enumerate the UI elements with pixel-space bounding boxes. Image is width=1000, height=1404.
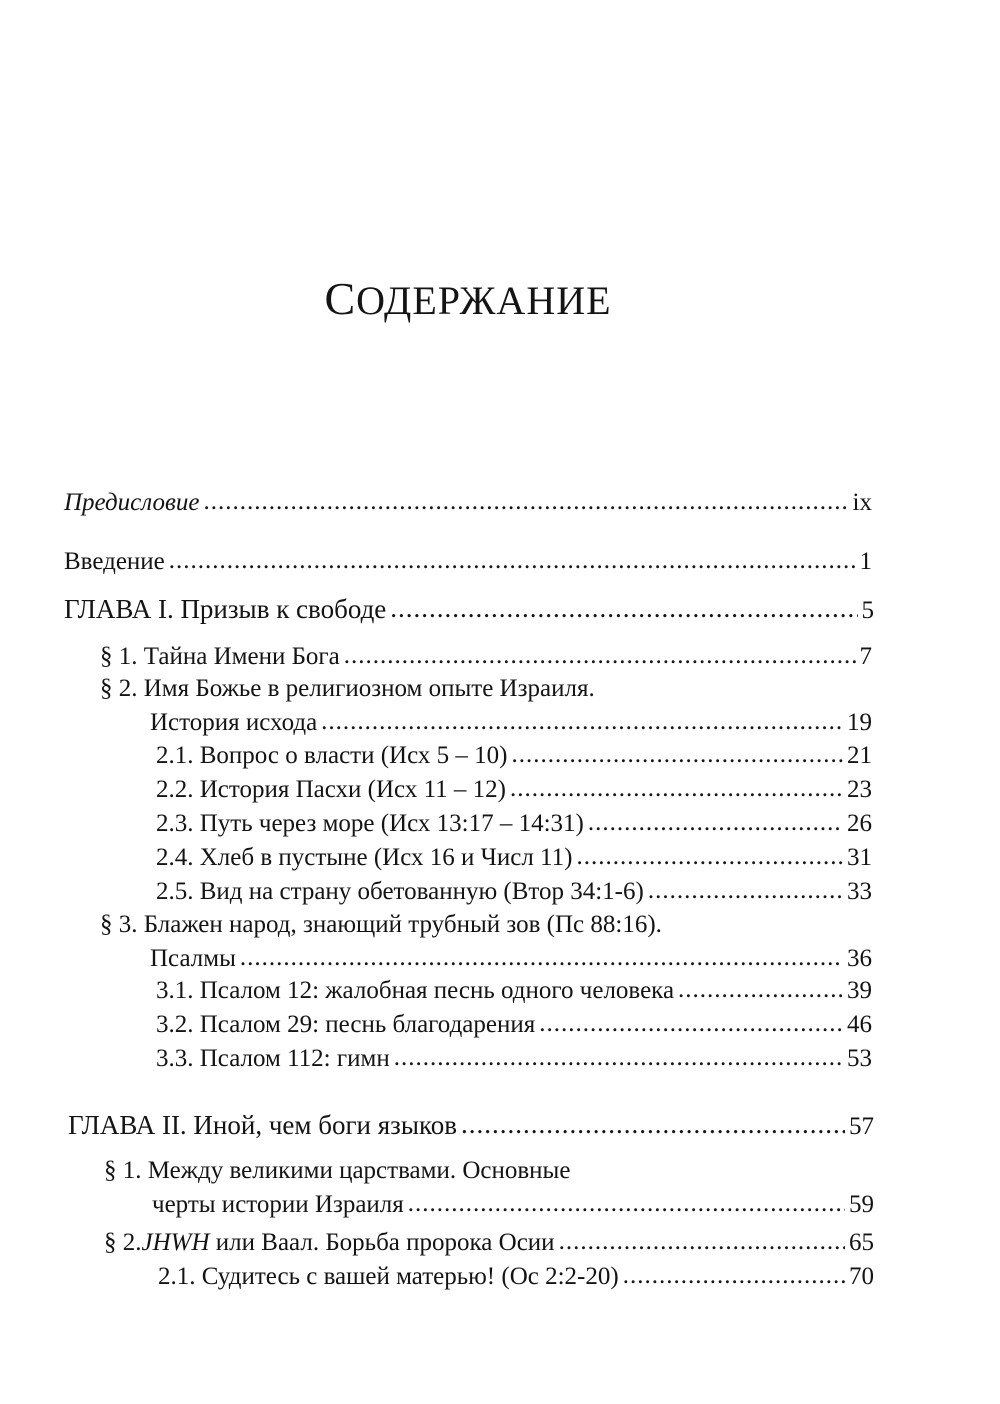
toc-page-number: 23 (847, 775, 872, 803)
toc-page-number: 33 (847, 877, 872, 905)
toc-entry-ch1-2-4[interactable] (156, 842, 872, 870)
toc-entry-ch1-3-1[interactable] (156, 975, 872, 1003)
toc-section-prefix: § 2. (104, 1228, 142, 1256)
toc-label: 2.3. Путь через море (Исх 13:17 – 14:31) (156, 809, 584, 837)
toc-label: Введение (64, 547, 165, 575)
leader-dots (588, 808, 843, 831)
toc-label: 3.3. Псалом 112: гимн (156, 1044, 390, 1072)
toc-label: 2.5. Вид на страну обетованную (Втор 34:1-6) (156, 877, 644, 905)
toc-entry-ch1-section-3-line1: § 3. Блажен народ, знающий трубный зов (Пс 88:16). (100, 911, 662, 938)
toc-page-number: 7 (859, 642, 872, 670)
toc-entry-ch1-section-3[interactable] (150, 943, 872, 971)
toc-page-number: 59 (849, 1190, 874, 1218)
toc-label: ГЛАВА II. Иной, чем боги языков (68, 1110, 457, 1141)
leader-dots (648, 876, 843, 899)
toc-label: 2.1. Судитесь с вашей матерью! (Ос 2:2-20) (158, 1262, 619, 1290)
toc-jhwh-italic: JHWH (141, 1228, 210, 1256)
toc-page-number: 21 (847, 741, 872, 769)
leader-dots (390, 594, 857, 618)
leader-dots (539, 1009, 843, 1032)
toc-page-number: 39 (847, 976, 872, 1004)
toc-label: История исхода (150, 708, 318, 736)
leader-dots (240, 943, 843, 966)
toc-entry-ch1-2-1[interactable] (156, 740, 872, 768)
toc-entry-ch2-section-1-line1: § 1. Между великими царствами. Основные (104, 1157, 571, 1184)
toc-page-number: 26 (847, 809, 872, 837)
leader-dots (461, 1110, 845, 1134)
leader-dots (169, 546, 856, 569)
toc-label: 2.2. История Пасхи (Исх 11 – 12) (156, 775, 506, 803)
toc-label: § 1. Тайна Имени Бога (100, 642, 340, 670)
toc-page-number: 70 (849, 1262, 874, 1290)
toc-label: ГЛАВА I. Призыв к свободе (64, 594, 387, 625)
toc-entry-preface[interactable] (64, 487, 872, 515)
toc-label: черты истории Израиля (152, 1190, 404, 1218)
leader-dots (559, 1227, 845, 1250)
leader-dots (511, 740, 843, 763)
toc-page-number: 53 (847, 1044, 872, 1072)
toc-entry-ch1-2-2[interactable] (156, 774, 872, 802)
title-initial: С (324, 273, 357, 324)
leader-dots (203, 487, 848, 510)
toc-label: 2.4. Хлеб в пустыне (Исх 16 и Числ 11) (156, 843, 573, 871)
toc-label: Предисловие (64, 488, 200, 516)
leader-dots (678, 975, 843, 998)
toc-entry-ch2-2-1[interactable] (158, 1261, 874, 1289)
leader-dots (623, 1261, 845, 1284)
leader-dots (408, 1189, 845, 1212)
leader-dots (510, 774, 843, 797)
toc-page-number: 19 (847, 708, 872, 736)
toc-label: 2.1. Вопрос о власти (Исх 5 – 10) (156, 741, 508, 769)
toc-label: или Ваал. Борьба пророка Осии (209, 1228, 555, 1256)
leader-dots (344, 641, 856, 664)
leader-dots (321, 707, 843, 730)
toc-page-number: 31 (847, 843, 872, 871)
toc-entry-ch2-section-1[interactable] (152, 1189, 874, 1217)
leader-dots (576, 842, 843, 865)
title-rest: ОДЕРЖАНИЕ (356, 278, 612, 323)
toc-entry-chapter-1[interactable] (64, 594, 874, 623)
toc-entry-ch1-3-3[interactable] (156, 1043, 872, 1071)
toc-entry-ch1-section-1[interactable] (100, 641, 872, 669)
toc-label: Псалмы (150, 944, 236, 972)
toc-page-number: 36 (847, 944, 872, 972)
toc-page-number: 57 (849, 1113, 874, 1141)
leader-dots (394, 1043, 843, 1066)
toc-entry-ch1-section-2[interactable] (150, 707, 872, 735)
toc-label: 3.2. Псалом 29: песнь благодарения (156, 1010, 536, 1038)
toc-label: 3.1. Псалом 12: жалобная песнь одного человека (156, 976, 675, 1004)
toc-entry-chapter-2[interactable] (68, 1110, 874, 1139)
page-title (0, 272, 936, 325)
toc-entry-ch1-3-2[interactable] (156, 1009, 872, 1037)
toc-page-number: ix (852, 488, 872, 516)
toc-entry-ch1-section-2-line1: § 2. Имя Божье в религиозном опыте Израиля. (100, 675, 595, 702)
toc-entry-ch1-2-5[interactable] (156, 876, 872, 904)
toc-entry-intro[interactable] (64, 546, 872, 574)
toc-entry-ch1-2-3[interactable] (156, 808, 872, 836)
toc-page-number: 1 (859, 547, 872, 575)
toc-page-number: 5 (861, 597, 874, 625)
toc-page-number: 46 (847, 1010, 872, 1038)
toc-entry-ch2-section-2[interactable] (104, 1227, 874, 1255)
toc-page-number: 65 (849, 1228, 874, 1256)
